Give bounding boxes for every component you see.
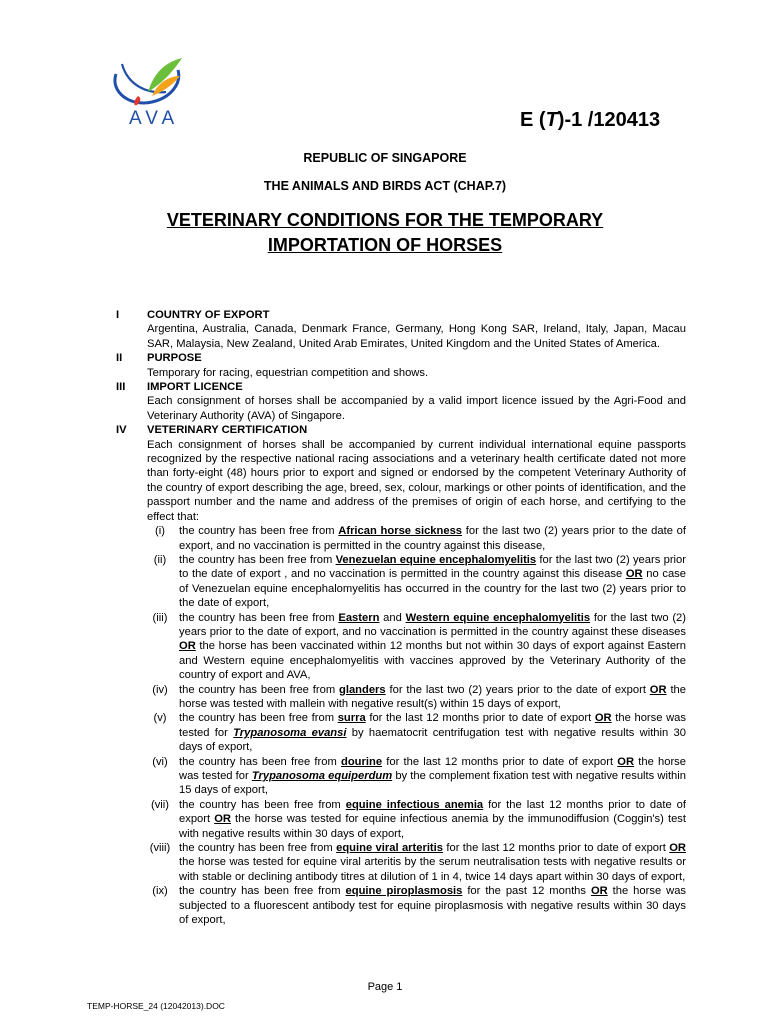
section-number: III (116, 381, 126, 394)
section-purpose (116, 351, 686, 380)
section-import-licence (116, 380, 686, 423)
condition-item: (ix) the country has been free from equine piroplasmosis for the past 12 months OR the horse was subjected to a fluorescent antibody test for equine piroplasmosis with negative results within 30 days of export, (152, 885, 687, 927)
file-name: TEMP-HORSE_24 (12042013).DOC (87, 1001, 225, 1011)
logo-text: AVA (129, 108, 180, 129)
section-text: Argentina, Australia, Canada, Denmark France, Germany, Hong Kong SAR, Ireland, Italy, Japan, Macau SAR, Malaysia, New Zealand, United Arab Emirates, United Kingdom and the United States of America. (147, 323, 686, 350)
condition-item: (v) the country has been free from surra for the last 12 months prior to date of export OR the horse was tested for Trypanosoma evansi by haematocrit centrifugation test with negative results within 30 days of export, (153, 712, 687, 754)
certification-conditions (147, 524, 686, 927)
section-number: I (116, 309, 120, 321)
document-reference: E (T)-1 /120413 (520, 109, 661, 131)
condition-item: (vii) the country has been free from equine infectious anemia for the last 12 months prior to date of export OR the horse was tested for equine infectious anemia by the immunodiffusion (Coggin's) test with negative results within 30 days of export, (150, 798, 686, 840)
section-text: Each consignment of horses shall be accompanied by a valid import licence issued by the Agri-Food and Veterinary Authority (AVA) of Singapore. (147, 395, 686, 422)
section-number: IV (116, 424, 127, 437)
section-heading: COUNTRY OF EXPORT (147, 309, 270, 321)
section-heading: PURPOSE (147, 352, 202, 365)
section-heading: VETERINARY CERTIFICATION (147, 424, 308, 437)
section-veterinary-certification (116, 423, 686, 927)
act-heading: THE ANIMALS AND BIRDS ACT (CHAP.7) (263, 179, 507, 193)
document-title: VETERINARY CONDITIONS FOR THE TEMPORARY IMPORTATION OF HORSES (166, 210, 604, 255)
condition-item: (iii) the country has been free from Eastern and Western equine encephalomyelitis for the last two (2) years prior to the date of export, and no vaccination is permitted in the country against these diseases OR the horse has been vaccinated within 12 months but not within 30 days of export against Eastern and Western equine encephalomyelitis with vaccines approved by the Veterinary Authority of the country of export and AVA, (152, 611, 686, 682)
country-heading: REPUBLIC OF SINGAPORE (303, 151, 467, 165)
condition-item: (iv) the country has been free from glanders for the last two (2) years prior to the date of export OR the horse was tested with mallein with negative result(s) within 15 days of export, (152, 683, 686, 710)
page-number: Page 1 (367, 981, 403, 993)
section-heading: IMPORT LICENCE (147, 381, 243, 394)
condition-item: (i) the country has been free from African horse sickness for the last two (2) years prior to the date of export, and no vaccination is permitted in the country against this disease, (155, 525, 687, 552)
section-text: Each consignment of horses shall be accompanied by current individual international equine passports recognized by the respective national racing associations and a veterinary health certificate dated not more than forty-eight (48) hours prior to export and signed or endorsed by the competent Veterinary Authority of the country of export describing the age, breed, sex, colour, markings or other points of identification, and the passport number and the name and address of the premises of origin of each horse, and certifying to the effect that: (147, 438, 686, 523)
section-text: Temporary for racing, equestrian competition and shows. (147, 366, 429, 379)
condition-item: (viii) the country has been free from equine viral arteritis for the last 12 months prior to date of export OR the horse was tested for equine viral arteritis by the serum neutralisation tests with negative results or with stable or declining antibody titres at dilution of 1 in 4, twice 14 days apart within 30 days of export, (149, 842, 687, 883)
section-number: II (116, 352, 123, 365)
section-country-of-export (116, 308, 686, 351)
condition-item: (vi) the country has been free from dourine for the last 12 months prior to date of export OR the horse was tested for Trypanosoma equiperdum by the complement fixation test with negative results within 15 days of export, (152, 755, 686, 797)
document-body (116, 308, 686, 927)
condition-item: (ii) the country has been free from Venezuelan equine encephalomyelitis for the last two (2) years prior to the date of export , and no vaccination is permitted in the country against this disease OR no case of Venezuelan equine encephalomyelitis has occurred in the country for the last two (2) years prior to the date of export, (153, 553, 686, 610)
